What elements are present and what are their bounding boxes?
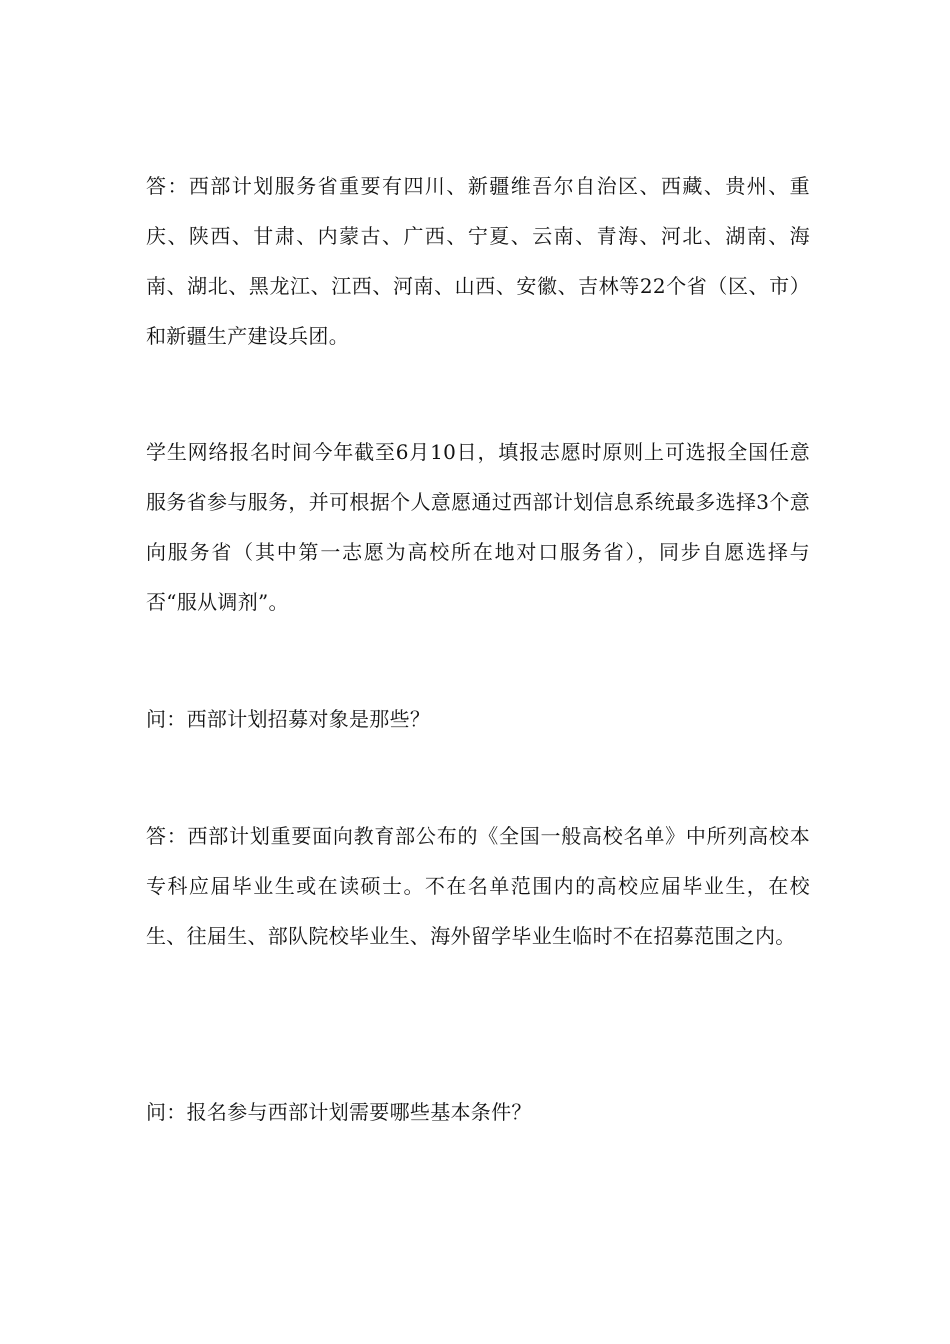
question-basic-requirements: 问：报名参与西部计划需要哪些基本条件？ (146, 1100, 532, 1124)
registration-info-paragraph: 学生网络报名时间今年截至6月10日，填报志愿时原则上可选报全国任意服务省参与服务，并可根据个人意愿通过西部计划信息系统最多选择3个意向服务省（其中第一志愿为高校所在地对口服务省），同步自愿选择与否“服从调剂”。 (146, 440, 810, 614)
answer-paragraph-recruitment-targets: 答：西部计划重要面向教育部公布的《全国一般高校名单》中所列高校本专科应届毕业生或在读硕士。不在名单范围内的高校应届毕业生，在校生、往届生、部队院校毕业生、海外留学毕业生临时不在招募范围之内。 (146, 824, 810, 948)
answer-paragraph-service-provinces: 答：西部计划服务省重要有四川、新疆维吾尔自治区、西藏、贵州、重庆、陕西、甘肃、内蒙古、广西、宁夏、云南、青海、河北、湖南、海南、湖北、黑龙江、江西、河南、山西、安徽、吉林等22个省（区、市）和新疆生产建设兵团。 (146, 174, 810, 348)
question-recruitment-targets: 问：西部计划招募对象是那些？ (146, 707, 431, 731)
